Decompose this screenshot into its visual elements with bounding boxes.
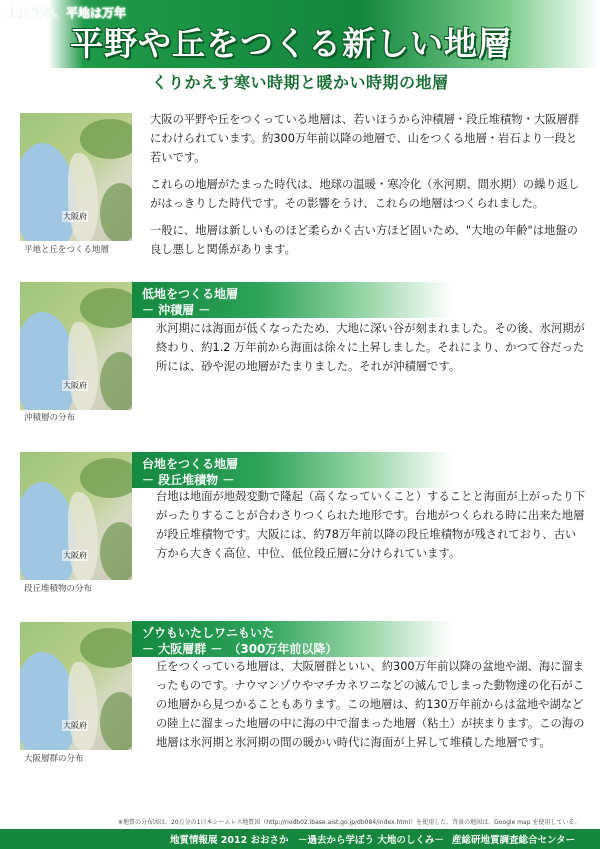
osaka-group-text: 丘をつくっている地層は、大阪層群といい、約300万年前以降の盆地や湖、海に溜まったものです。ナウマンゾウやマチカネワニなどの滅んでしまった動物達の化石がこの地層から見つかることもあります。この地層は、約130万年前からは盆地や湖などの陸上に溜まった地層の中に海の中で溜まった地層（粘土）が挟まります。この海の地層は氷河期と氷河期の間の暖かい時代に海面が上昇して堆積した地層です。 [156, 660, 585, 749]
osaka-group-map-image [20, 622, 132, 750]
map-city-label: 大阪府 [63, 212, 87, 221]
intro-paragraph: 一般に、地層は新しいものほど柔らかく古い方ほど固いため、"大地の年齢"は地盤の良し悪しと関係があります。 [150, 224, 578, 256]
header-banner [0, 0, 600, 68]
section-title: 低地をつくる地層 [142, 287, 239, 301]
osaka-group-map-caption: 大阪層群の分布 [24, 754, 84, 764]
page-subtitle: くりかえす寒い時期と暖かい時期の地層 [151, 73, 449, 92]
alluvium-text: 氷河期には海面が低くなったため、大地に深い谷が刻まれました。その後、氷河期が終わり、約1.2 万年前から海面は徐々に上昇しました。それにより、かつて谷だった所には、砂や泥の地層がたまりました。それが沖積層です。 [156, 322, 585, 373]
section-subtitle: － 段丘堆積物 － [142, 473, 235, 487]
page-title: 平野や丘をつくる新しい地層 [70, 24, 512, 63]
intro-paragraph: これらの地層がたまった時代は、地球の温暖・寒冷化（氷河期、間氷期）の繰り返しがはっきりした時代です。その影響をうけ、これらの地層はつくられました。 [150, 178, 580, 210]
section-header-alluvium [132, 282, 452, 318]
intro-paragraph: 大阪の平野や丘をつくっている地層は、若いほうから沖積層・段丘堆積物・大阪層群にわけられています。約300万年前以降の地層で、山をつくる地層・岩石より一段と若いです。 [150, 113, 580, 164]
section-title: ゾウもいたしワニもいた [142, 626, 275, 640]
section-header-terrace [132, 452, 452, 488]
footnote: ※地質の分布図は、20万分の1日本シームレス地質図（http://riodb02.ibase.aist.go.jp/db084/index.html）を使用した。背景の地図は、Google map を使用している。 [118, 819, 581, 826]
section-header-osaka-group [132, 621, 452, 657]
section-subtitle: － 沖積層 － [142, 303, 211, 317]
footer-event: 地質情報展 2012 おおさか －過去から学ぼう 大地のしくみ－ [170, 835, 444, 846]
alluvium-map-caption: 沖積層の分布 [24, 413, 76, 423]
section-subtitle: － 大阪層群 － （300万年前以降） [142, 642, 338, 656]
map-city-label: 大阪府 [63, 551, 87, 560]
intro-text [150, 110, 588, 267]
intro-map-image [20, 113, 132, 241]
terrace-text: 台地は地面が地殻変動で隆起（高くなっていくこと）することと海面が上がったり下がったりすることが合わさりつくられた地形です。台地がつくられる時に出来た地層が段丘堆積物です。大阪には、約78万年前以降の段丘堆積物が残されており、古い方から大きく高位、中位、低位段丘層に分けられています。 [156, 490, 586, 560]
tagline: 山は億年、平地は万年 [6, 6, 127, 20]
map-city-label: 大阪府 [63, 381, 87, 390]
intro-map-caption: 平地と丘をつくる地層 [24, 245, 110, 255]
footer-bar [0, 829, 600, 849]
terrace-map-image [20, 452, 132, 580]
alluvium-map-image [20, 282, 132, 410]
section-title: 台地をつくる地層 [142, 457, 239, 471]
map-city-label: 大阪府 [63, 721, 87, 730]
footer-organization: 産総研地質調査総合センター [452, 835, 576, 846]
terrace-map-caption: 段丘堆積物の分布 [24, 584, 93, 594]
